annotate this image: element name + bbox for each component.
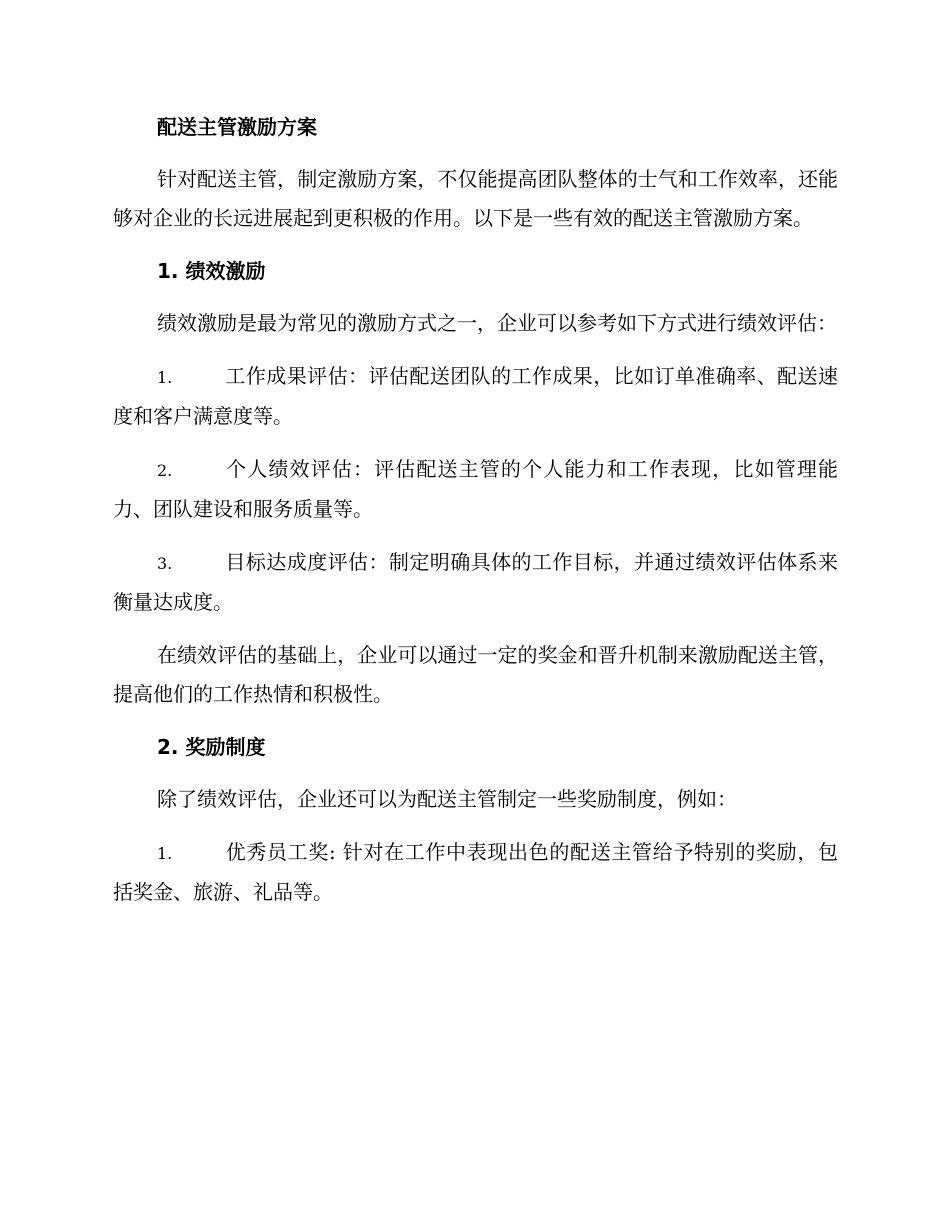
document-title: 配送主管激励方案	[157, 115, 317, 139]
list-number: 1.	[157, 844, 173, 863]
section1-conclusion: 在绩效评估的基础上，企业可以通过一定的奖金和晋升机制来激励配送主管，提高他们的工作热情和积极性。	[113, 643, 838, 706]
list-number: 2.	[157, 461, 173, 480]
list-item	[113, 357, 838, 436]
list-number: 1.	[157, 368, 173, 387]
list-item-text: 工作成果评估：评估配送团队的工作成果，比如订单准确率、配送速度和客户满意度等。	[113, 364, 838, 428]
document-body	[113, 108, 838, 926]
list-item	[113, 450, 838, 529]
list-number: 3.	[157, 554, 173, 573]
section1-intro: 绩效激励是最为常见的激励方式之一，企业可以参考如下方式进行绩效评估：	[157, 311, 837, 335]
list-item-text: 个人绩效评估：评估配送主管的个人能力和工作表现，比如管理能力、团队建设和服务质量等。	[113, 457, 838, 521]
intro-paragraph: 针对配送主管，制定激励方案，不仅能提高团队整体的士气和工作效率，还能够对企业的长远进展起到更积极的作用。以下是一些有效的配送主管激励方案。	[113, 167, 838, 230]
section2-intro: 除了绩效评估，企业还可以为配送主管制定一些奖励制度，例如：	[157, 787, 737, 811]
list-item	[113, 833, 838, 912]
section-heading-performance: 1. 绩效激励	[157, 259, 266, 283]
section-heading-rewards: 2. 奖励制度	[157, 735, 266, 759]
list-item-text: 优秀员工奖: 针对在工作中表现出色的配送主管给予特别的奖励，包括奖金、旅游、礼品等。	[113, 840, 838, 904]
list-item-text: 目标达成度评估：制定明确具体的工作目标，并通过绩效评估体系来衡量达成度。	[113, 550, 838, 614]
list-item	[113, 543, 838, 622]
